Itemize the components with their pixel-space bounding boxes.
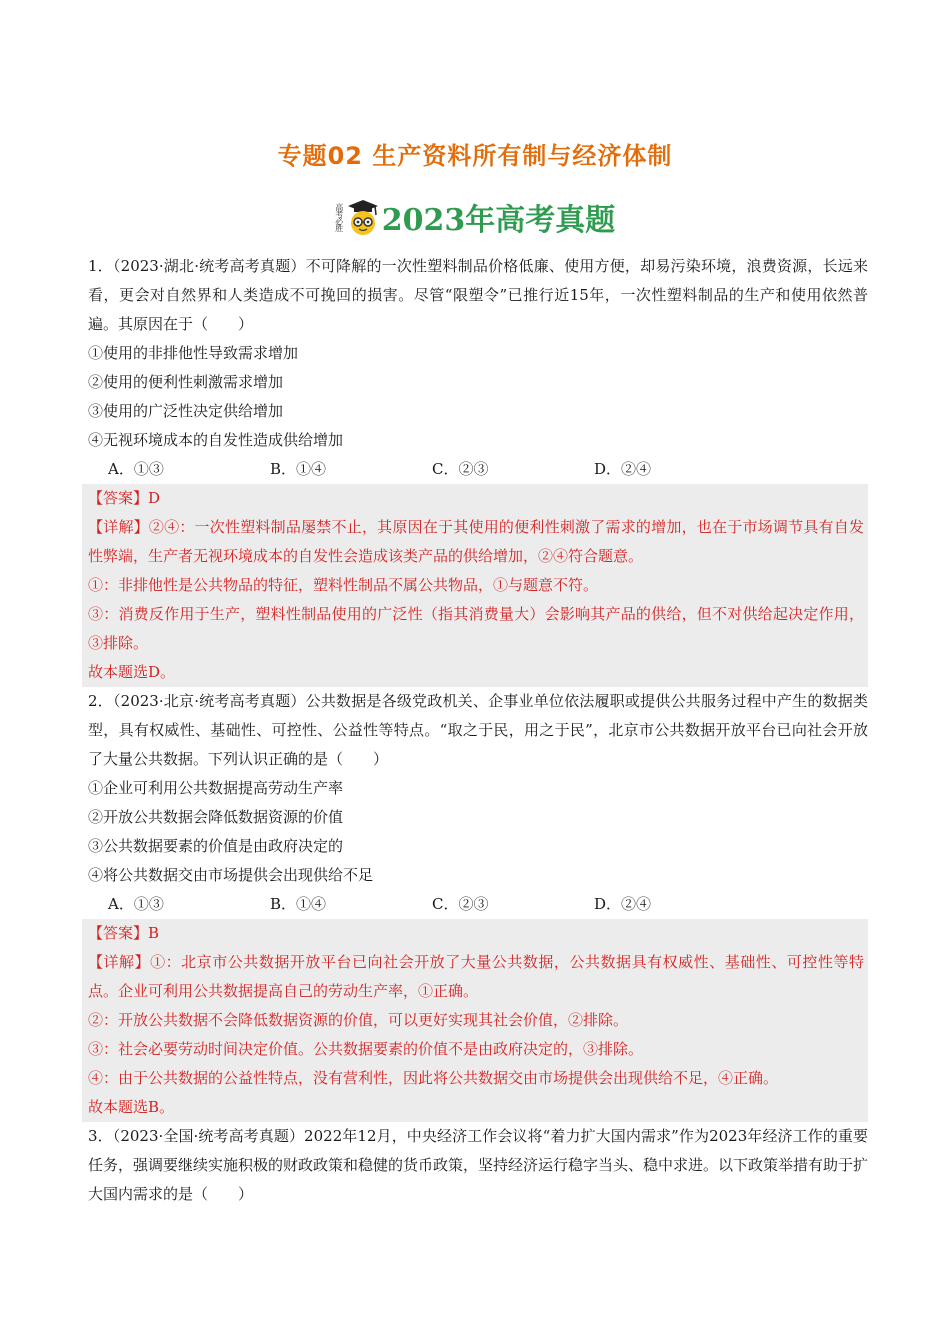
explanation-paragraph: ③：消费反作用于生产，塑料性制品使用的广泛性（指其消费量大）会影响其产品的供给，但不对供给起决定作用，③排除。	[88, 605, 864, 652]
question-1-item: ④无视环境成本的自发性造成供给增加	[88, 431, 344, 449]
explanation-paragraph: 【详解】②④：一次性塑料制品屡禁不止，其原因在于其使用的便利性刺激了需求的增加，也在于市场调节具有自发性弊端，生产者无视环境成本的自发性会造成该类产品的供给增加，②④符合题意。	[88, 518, 864, 565]
question-1-item: ③使用的广泛性决定供给增加	[88, 402, 284, 420]
question-2-item: ①企业可利用公共数据提高劳动生产率	[88, 779, 344, 797]
question-2-options	[88, 890, 868, 919]
banner-side-label: 高考必胜	[334, 203, 344, 231]
document-title: 专题02 生产资料所有制与经济体制	[277, 142, 673, 170]
question-3-stem: 3．（2023·全国·统考高考真题）2022年12月，中央经济工作会议将“着力扩大国内需求”作为2023年经济工作的重要任务，强调要继续实施积极的财政政策和稳健的货币政策，坚持经济运行稳字当头、稳中求进。以下政策举措有助于扩大国内需求的是（ ）	[88, 1127, 869, 1203]
question-2-answer-block	[82, 919, 868, 1122]
question-2-item: ④将公共数据交由市场提供会出现供给不足	[88, 866, 374, 884]
question-1-options	[88, 455, 868, 484]
student-mascot-icon	[346, 198, 380, 236]
explanation-conclusion: 故本题选B。	[88, 1098, 175, 1116]
explanation-paragraph: ③：社会必要劳动时间决定价值。公共数据要素的价值不是由政府决定的，③排除。	[88, 1040, 644, 1058]
question-2-item: ③公共数据要素的价值是由政府决定的	[88, 837, 344, 855]
option-b: B．①④	[270, 895, 327, 913]
option-d: D．②④	[594, 895, 652, 913]
banner-heading: 2023年高考真题	[381, 203, 616, 238]
answer-label: 【答案】D	[88, 489, 161, 507]
option-a: A．①③	[108, 460, 164, 478]
option-c: C．②③	[432, 460, 489, 478]
explanation-paragraph: ②：开放公共数据不会降低数据资源的价值，可以更好实现其社会价值，②排除。	[88, 1011, 629, 1029]
question-1-item: ②使用的便利性刺激需求增加	[88, 373, 284, 391]
question-2-item: ②开放公共数据会降低数据资源的价值	[88, 808, 344, 826]
document-body	[88, 252, 868, 1209]
explanation-paragraph: ④：由于公共数据的公益性特点，没有营利性，因此将公共数据交由市场提供会出现供给不足，④正确。	[88, 1069, 779, 1087]
option-b: B．①④	[270, 460, 327, 478]
explanation-conclusion: 故本题选D。	[88, 663, 176, 681]
question-1-item: ①使用的非排他性导致需求增加	[88, 344, 299, 362]
option-a: A．①③	[108, 895, 164, 913]
section-banner	[0, 195, 950, 239]
option-c: C．②③	[432, 895, 489, 913]
answer-label: 【答案】B	[88, 924, 160, 942]
option-d: D．②④	[594, 460, 652, 478]
question-1-stem: 1．（2023·湖北·统考高考真题）不可降解的一次性塑料制品价格低廉、使用方便，却易污染环境，浪费资源，长远来看，更会对自然界和人类造成不可挽回的损害。尽管“限塑令”已推行近15年，一次性塑料制品的生产和使用依然普遍。其原因在于（ ）	[88, 257, 868, 333]
explanation-paragraph: 【详解】①：北京市公共数据开放平台已向社会开放了大量公共数据，公共数据具有权威性、基础性、可控性等特点。企业可利用公共数据提高自己的劳动生产率，①正确。	[88, 953, 864, 1000]
explanation-paragraph: ①：非排他性是公共物品的特征，塑料性制品不属公共物品，①与题意不符。	[88, 576, 599, 594]
question-2-stem: 2．（2023·北京·统考高考真题）公共数据是各级党政机关、企事业单位依法履职或提供公共服务过程中产生的数据类型，具有权威性、基础性、可控性、公益性等特点。“取之于民，用之于民”，北京市公共数据开放平台已向社会开放了大量公共数据。下列认识正确的是（ ）	[88, 692, 868, 768]
question-1-answer-block	[82, 484, 868, 687]
